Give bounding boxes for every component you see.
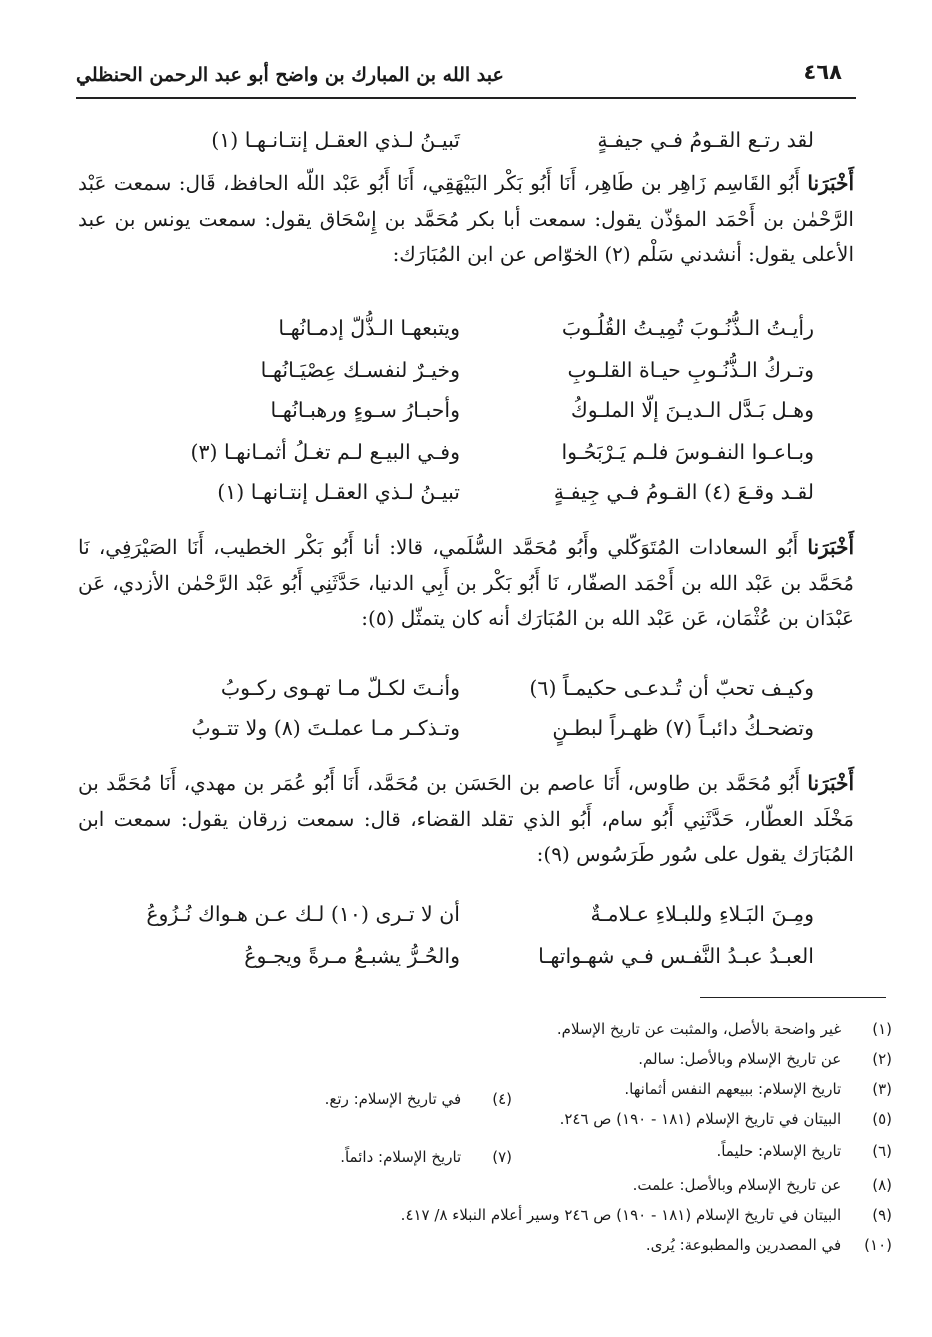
footnote [633, 1176, 892, 1194]
footnote-rule [700, 997, 886, 998]
footnote-number: (٩) [872, 1206, 892, 1224]
footnote-text: تاريخ الإسلام: دائماً. [340, 1148, 462, 1166]
verse-line [130, 316, 814, 352]
footnote-number: (١) [872, 1020, 892, 1038]
footnote-text: في تاريخ الإسلام: رتع. [324, 1090, 462, 1108]
akhbarana-lead: أَخْبَرَنا [807, 535, 854, 559]
akhbarana-lead: أَخْبَرَنا [807, 771, 854, 795]
isnad-paragraph [78, 530, 854, 637]
page-number: ٤٦٨ [803, 60, 842, 84]
isnad-paragraph [78, 166, 854, 273]
verse-line [130, 944, 814, 980]
verse-first-hemistich: العبـدُ عبـدُ النَّفـس فـي شهـواتهـا [538, 944, 814, 968]
verse-second-hemistich: أن لا تـرى (١٠) لـك عـن هـواك نُـزُوعُ [146, 902, 460, 926]
footnote-number: (٥) [872, 1110, 892, 1128]
footnote-text: عن تاريخ الإسلام وبالأصل: سالم. [638, 1050, 842, 1068]
footnote [557, 1020, 892, 1038]
verse-second-hemistich: وأنـتَ لكـلّ مـا تهـوى ركـوبُ [220, 676, 460, 700]
footnote-number: (٣) [872, 1080, 892, 1098]
akhbarana-lead: أَخْبَرَنا [807, 171, 854, 195]
verse-first-hemistich: وكيـف تحبّ أن تُـدعـى حكيمـاً (٦) [529, 676, 814, 700]
verse-first-hemistich: لقد رتـع القـومُ فـي جيفـةٍ [597, 128, 814, 152]
footnote-number: (٦) [872, 1142, 892, 1160]
running-title: عبد الله بن المبارك بن واضح أبو عبد الرحمن الحنظلي [76, 64, 504, 86]
verse-first-hemistich: رأيـتُ الـذُّنُـوبَ تُمِيـتُ القُلُـوبَ [561, 316, 814, 340]
verse-second-hemistich: وتـذكـر مـا عملـتَ (٨) ولا تتـوبُ [191, 716, 460, 740]
verse-first-hemistich: لقـد وقـعَ (٤) القـومُ فـي جِيفـةٍ [553, 480, 814, 504]
verse-line [130, 128, 814, 164]
verse-first-hemistich: ومِـنَ البَـلاءِ وللبـلاءِ عـلامـةٌ [590, 902, 814, 926]
footnote-text: عن تاريخ الإسلام وبالأصل: علمت. [632, 1176, 842, 1194]
footnote-text: البيتان في تاريخ الإسلام (١٨١ - ١٩٠) ص ٢٤٦. [559, 1110, 842, 1128]
verse-line [130, 440, 814, 476]
verse-second-hemistich: تبيـنُ لـذي العقـل إنتـانهـا (١) [217, 480, 460, 504]
footnote-text: في المصدرين والمطبوعة: يُرى. [645, 1236, 842, 1254]
verse-first-hemistich: وتـركُ الـذُّنُـوبِ حيـاة القلـوبِ [567, 358, 814, 382]
verse-line [130, 398, 814, 434]
verse-second-hemistich: والحُـرُّ يشبـعُ مـرةً ويجـوعُ [244, 944, 460, 968]
header-rule [76, 97, 856, 99]
footnote [646, 1236, 892, 1254]
verse-first-hemistich: وهـل بَـدَّل الـديـنَ إلّا الملـوكُ [570, 398, 814, 422]
footnote [638, 1050, 892, 1068]
verse-second-hemistich: وخيـرٌ لنفسـك عِصْيَـانُهـا [260, 358, 460, 382]
verse-line [130, 716, 814, 752]
footnote [624, 1080, 892, 1098]
footnote-number: (٢) [872, 1050, 892, 1068]
verse-second-hemistich: وأحبـارُ سـوءٍ ورهبـانُهـا [270, 398, 460, 422]
footnote-number: (٤) [492, 1090, 512, 1108]
verse-line [130, 902, 814, 938]
footnote [716, 1142, 892, 1160]
footnote-text: غير واضحة بالأصل، والمثبت عن تاريخ الإسلام. [556, 1020, 842, 1038]
isnad-paragraph [78, 766, 854, 873]
footnote [340, 1148, 512, 1166]
footnote [325, 1090, 512, 1108]
verse-second-hemistich: وفـي البيـع لـم تغـلُ أثمـانهـا (٣) [190, 440, 460, 464]
footnote-text: البيتان في تاريخ الإسلام (١٨١ - ١٩٠) ص ٢٤٦ وسير أعلام النبلاء ٨/ ٤١٧. [400, 1206, 842, 1224]
verse-second-hemistich: ويتبعهـا الـذُّلّ إدمـانُهـا [278, 316, 460, 340]
verse-second-hemistich: تَبيـنُ لـذي العقـل إنتـانـهـا (١) [211, 128, 460, 152]
paragraph-text: أَبُو السعادات المُتَوَكّلي وأَبُو مُحَمَّد السُّلَمي، قالا: أنا أَبُو بَكْر الخطيب، أَنَا الصَيْرَفِي، نَا مُحَمَّد بن عَبْد الله بن أَحْمَد الصفّار، نَا أَبُو بَكْر بن أَبِي الدنيا، حَدَّثَنِي أَبُو عَبْد الرَّحْمٰن الأزدي، عَن عَبْدَان بن عُثْمَان، عَن عَبْد الله بن المُبَارَك أنه كان يتمثّل (٥): [78, 535, 854, 630]
verse-first-hemistich: وتضحـكُ دائبـاً (٧) ظهـراً لبطـنٍ [552, 716, 814, 740]
footnote-text: تاريخ الإسلام: حليماً. [716, 1142, 842, 1160]
verse-first-hemistich: وبـاعـوا النفـوسَ فلـم يَـرْبَحُـوا [561, 440, 814, 464]
footnote-text: تاريخ الإسلام: ببيعهم النفس أثمانها. [624, 1080, 842, 1098]
footnote-number: (٧) [492, 1148, 512, 1166]
footnote [401, 1206, 892, 1224]
verse-line [130, 480, 814, 516]
paragraph-text: أَبُو القَاسِم زَاهِر بن طَاهِر، أَنَا أَبُو بَكْر البَيْهَقِي، أَنَا أَبُو عَبْد اللّه الحافظ، قَال: سمعت عَبْد الرَّحْمٰن بن أَحْمَد المؤذّن يقول: سمعت أبا بكر مُحَمَّد بن إِسْحَاق يقول: سمعت يونس بن عبد الأعلى يقول: أنشدني سَلْم (٢) الخوّاص عن ابن المُبَارَك: [78, 171, 854, 266]
footnote [560, 1110, 892, 1128]
footnote-number: (١٠) [864, 1236, 892, 1254]
page-header [76, 58, 856, 98]
footnote-number: (٨) [872, 1176, 892, 1194]
verse-line [130, 358, 814, 394]
verse-line [130, 676, 814, 712]
paragraph-text: أَبُو مُحَمَّد بن طاوس، أَنَا عاصم بن الحَسَن بن مُحَمَّد، أَنَا أَبُو عُمَر بن مهدي، أَنَا مُحَمَّد بن مَخْلَد العطّار، حَدَّثَنِي أَبُو سام، أَبُو الذي تقلد القضاء، قال: سمعت زرقان يقول: سمعت ابن المُبَارَك يقول على سُور طَرَسُوس (٩): [78, 771, 854, 866]
